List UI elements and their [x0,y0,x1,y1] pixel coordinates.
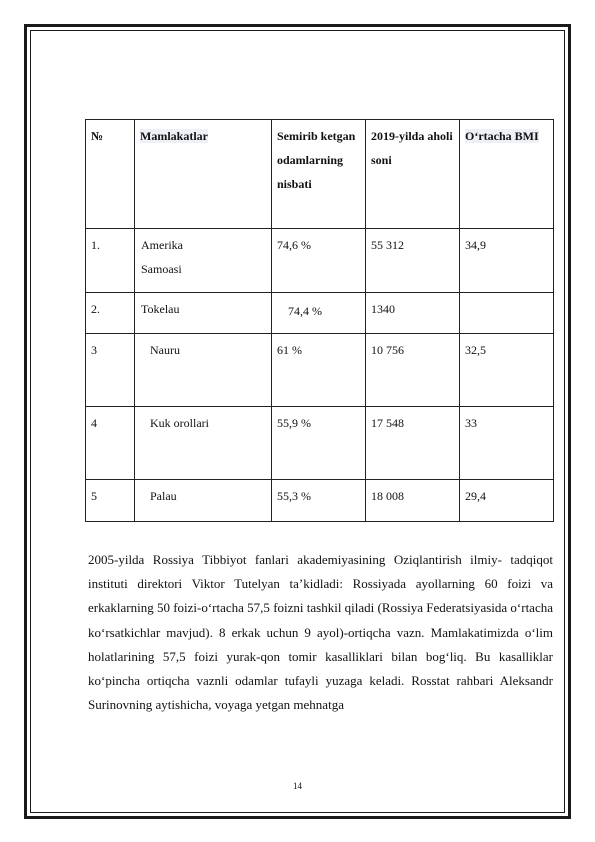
row-country: Kuk orollari [135,407,272,480]
row-bmi: 34,9 [460,229,554,293]
row-number: 1. [86,229,135,293]
row-number: 3 [86,334,135,407]
row-bmi [460,293,554,334]
row-population: 10 756 [366,334,460,407]
country-text: Amerika Samoasi [141,238,183,276]
table-header-row [86,120,554,229]
row-bmi: 32,5 [460,334,554,407]
header-country: Mamlakatlar [135,120,272,229]
table-row [86,334,554,407]
page-number: 14 [293,781,302,791]
table-row [86,293,554,334]
header-bmi: Oʻrtacha BMI [460,120,554,229]
row-country: Nauru [135,334,272,407]
row-number: 2. [86,293,135,334]
header-ratio: Semirib ketgan odamlarning nisbati [272,120,366,229]
row-country [135,229,272,293]
row-population: 1340 [366,293,460,334]
row-country: Tokelau [135,293,272,334]
obesity-table [85,119,554,522]
table-row [86,229,554,293]
row-population: 17 548 [366,407,460,480]
row-population: 55 312 [366,229,460,293]
row-number: 5 [86,480,135,522]
row-bmi: 29,4 [460,480,554,522]
header-number: № [86,120,135,229]
header-population: 2019-yilda aholi soni [366,120,460,229]
table-row [86,407,554,480]
row-country: Palau [135,480,272,522]
row-population: 18 008 [366,480,460,522]
row-bmi: 33 [460,407,554,480]
table-row [86,480,554,522]
body-paragraph: 2005-yilda Rossiya Tibbiyot fanlari akademiyasining Oziqlantirish ilmiy- tadqiqot instituti direktori Viktor Tutelyan taʼkidladi: Rossiyada ayollarning 60 foizi va erkaklarning 50 foizi-oʻrtacha 57,5 foizni tashkil qiladi (Rossiya Federatsiyasida oʻrtacha koʻrsatkichlar mavjud). 8 erkak uchun 9 ayol)-ortiqcha vazn. Mamlakatimizda oʻlim holatlarining 57,5 foizi yurak-qon tomir kasalliklari bilan bogʻliq. Bu kasalliklar koʻpincha ortiqcha vaznli odamlar tufayli yuzaga keladi. Rosstat rahbari Aleksandr Surinovning aytishicha, voyaga yetgan mehnatga [88,552,553,713]
row-ratio: 55,3 % [272,480,366,522]
row-ratio: 61 % [272,334,366,407]
row-ratio: 55,9 % [272,407,366,480]
row-ratio: 74,6 % [272,229,366,293]
row-number: 4 [86,407,135,480]
row-ratio: 74,4 % [272,293,366,334]
